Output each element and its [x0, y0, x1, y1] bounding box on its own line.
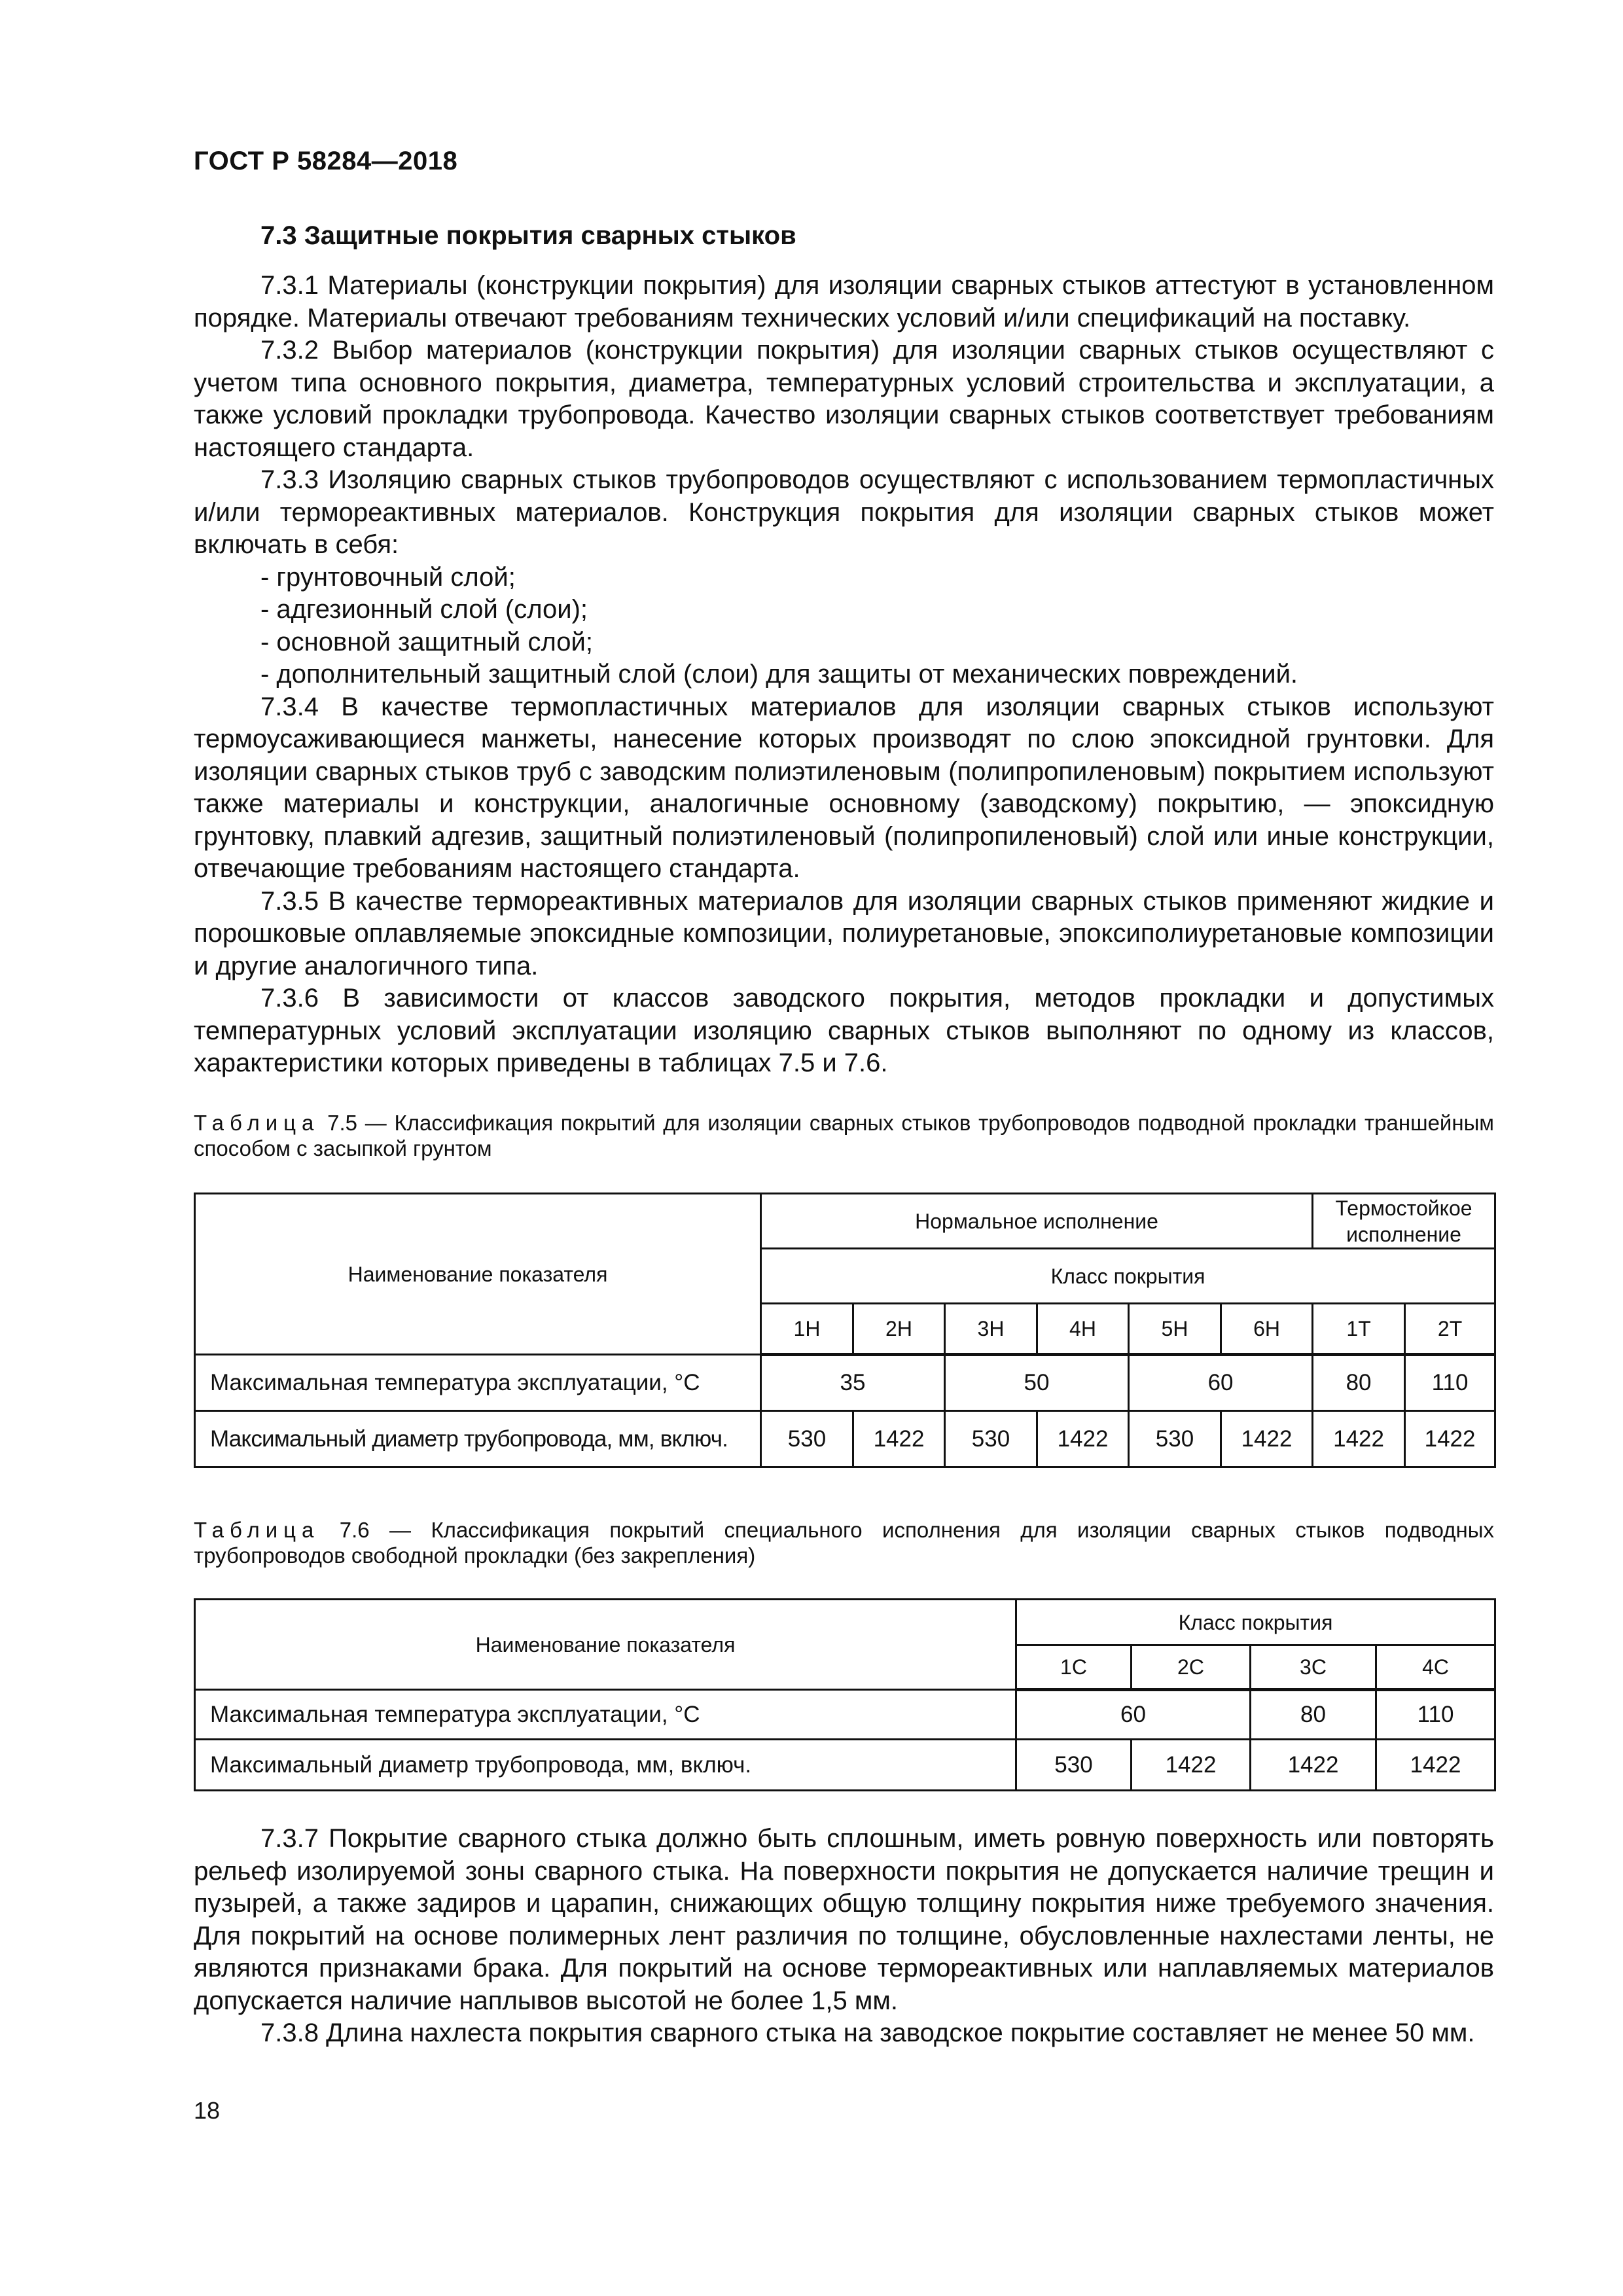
value-cell: 530: [1129, 1411, 1221, 1467]
paragraph-7-3-1: 7.3.1 Материалы (конструкции покрытия) для изоляции сварных стыков аттестуют в установленном порядке. Материалы отвечают требованиям технических условий и/или спецификаций на поставку.: [194, 271, 1494, 332]
table-caption-text: 7.5 — Классификация покрытий для изоляции сварных стыков трубопроводов подводной прокладки траншейным способом с засыпкой грунтом: [194, 1111, 1494, 1160]
class-cell: 1Н: [761, 1304, 853, 1355]
paragraph-7-3-7: 7.3.7 Покрытие сварного стыка должно быть сплошным, иметь ровную поверхность или повторять рельеф изолируемой зоны сварного стыка. На поверхности покрытия не допускается наличие трещин и пузырей, а также задиров и царапин, снижающих общую толщину покрытия ниже требуемого значения. Для покрытий на основе полимерных лент различия по толщине, обусловленные нахлестами ленты, не являются признаками брака. Для покрытий на основе термореактивных или наплавляемых материалов допускается наличие наплывов высотой не более 1,5 мм.: [194, 1824, 1494, 2015]
class-cell: 2Н: [853, 1304, 945, 1355]
value-cell: 1422: [1132, 1740, 1251, 1791]
value-cell: 1422: [1221, 1411, 1313, 1467]
value-cell: 50: [945, 1355, 1129, 1411]
table-7-6-caption: [194, 1517, 1494, 1568]
value-cell: 35: [761, 1355, 945, 1411]
row-name: Максимальная температура эксплуатации, °С: [195, 1355, 761, 1411]
value-cell: 1422: [1313, 1411, 1405, 1467]
class-cell: 6Н: [1221, 1304, 1313, 1355]
value-cell: 1422: [1251, 1740, 1376, 1791]
section-title: 7.3 Защитные покрытия сварных стыков: [260, 221, 796, 250]
value-cell: 1422: [853, 1411, 945, 1467]
value-cell: 110: [1376, 1690, 1495, 1740]
paragraph-7-3-2: 7.3.2 Выбор материалов (конструкции покрытия) для изоляции сварных стыков осуществляют с учетом типа основного покрытия, диаметра, температурных условий строительства и эксплуатации, а также условий прокладки трубопровода. Качество изоляции сварных стыков соответствует требованиям настоящего стандарта.: [194, 336, 1494, 462]
value-cell: 530: [761, 1411, 853, 1467]
class-cell: 4С: [1376, 1645, 1495, 1690]
class-cell: 4Н: [1037, 1304, 1129, 1355]
table-label: Таблица: [194, 1518, 320, 1542]
value-cell: 530: [945, 1411, 1037, 1467]
table-7-6: [194, 1598, 1496, 1791]
class-cell: 1С: [1016, 1645, 1132, 1690]
page-number: 18: [194, 2097, 221, 2124]
table-row: [195, 1355, 1495, 1411]
class-cell: 3Н: [945, 1304, 1037, 1355]
class-cell: 1Т: [1313, 1304, 1405, 1355]
list-item: - грунтовочный слой;: [260, 562, 516, 592]
normal-header: Нормальное исполнение: [761, 1194, 1313, 1249]
row-name: Максимальный диаметр трубопровода, мм, включ.: [195, 1411, 761, 1467]
name-header: Наименование показателя: [195, 1600, 1016, 1690]
value-cell: 1422: [1405, 1411, 1495, 1467]
table-label: Таблица: [194, 1111, 320, 1135]
value-cell: 80: [1313, 1355, 1405, 1411]
paragraph-7-3-3: 7.3.3 Изоляцию сварных стыков трубопроводов осуществляют с использованием термопластичных и/или термореактивных материалов. Конструкция покрытия для изоляции сварных стыков может включать в себя:: [194, 465, 1494, 559]
value-cell: 60: [1129, 1355, 1313, 1411]
paragraph-7-3-6: 7.3.6 В зависимости от классов заводского покрытия, методов прокладки и допустимых температурных условий эксплуатации изоляцию сварных стыков выполняют по одному из классов, характеристики которых приведены в таблицах 7.5 и 7.6.: [194, 984, 1494, 1077]
name-header: Наименование показателя: [195, 1194, 761, 1355]
table-7-5-caption: [194, 1110, 1494, 1161]
body-text-lower: [194, 1823, 1494, 2050]
list-item: - дополнительный защитный слой (слои) для защиты от механических повреждений.: [260, 660, 1298, 689]
table-caption-text: 7.6 — Классификация покрытий специального исполнения для изоляции сварных стыков подводных трубопроводов свободной прокладки (без закрепления): [194, 1518, 1494, 1568]
class-cell: 3С: [1251, 1645, 1376, 1690]
table-row: [195, 1690, 1495, 1740]
table-7-5: [194, 1193, 1496, 1468]
body-text-upper: [194, 270, 1494, 1080]
list-item: - адгезионный слой (слои);: [260, 595, 588, 624]
table-row: [195, 1740, 1495, 1791]
paragraph-7-3-8: 7.3.8 Длина нахлеста покрытия сварного стыка на заводское покрытие составляет не менее 50 мм.: [260, 2018, 1475, 2047]
value-cell: 1422: [1376, 1740, 1495, 1791]
row-name: Максимальный диаметр трубопровода, мм, включ.: [195, 1740, 1016, 1791]
class-header: Класс покрытия: [1016, 1600, 1495, 1645]
document-header: ГОСТ Р 58284—2018: [194, 147, 458, 175]
paragraph-7-3-4: 7.3.4 В качестве термопластичных материалов для изоляции сварных стыков используют термоусаживающиеся манжеты, нанесение которых производят по слою эпоксидной грунтовки. Для изоляции сварных стыков труб с заводским полиэтиленовым (полипропиленовым) покрытием используют также материалы и конструкции, аналогичные основному (заводскому) покрытию, — эпоксидную грунтовку, плавкий адгезив, защитный полиэтиленовый (полипропиленовый) слой или иные конструкции, отвечающие требованиям настоящего стандарта.: [194, 692, 1494, 883]
class-cell: 5Н: [1129, 1304, 1221, 1355]
value-cell: 530: [1016, 1740, 1132, 1791]
value-cell: 110: [1405, 1355, 1495, 1411]
table-row: [195, 1411, 1495, 1467]
list-item: - основной защитный слой;: [260, 627, 594, 656]
value-cell: 60: [1016, 1690, 1251, 1740]
value-cell: 1422: [1037, 1411, 1129, 1467]
class-header: Класс покрытия: [761, 1249, 1495, 1304]
paragraph-7-3-5: 7.3.5 В качестве термореактивных материалов для изоляции сварных стыков применяют жидкие и порошковые оплавляемые эпоксидные композиции, полиуретановые, эпоксиполиуретановые композиции и другие аналогичного типа.: [194, 886, 1494, 980]
row-name: Максимальная температура эксплуатации, °С: [195, 1690, 1016, 1740]
class-cell: 2Т: [1405, 1304, 1495, 1355]
value-cell: 80: [1251, 1690, 1376, 1740]
thermo-header: Термостойкое исполнение: [1313, 1194, 1495, 1249]
class-cell: 2С: [1132, 1645, 1251, 1690]
